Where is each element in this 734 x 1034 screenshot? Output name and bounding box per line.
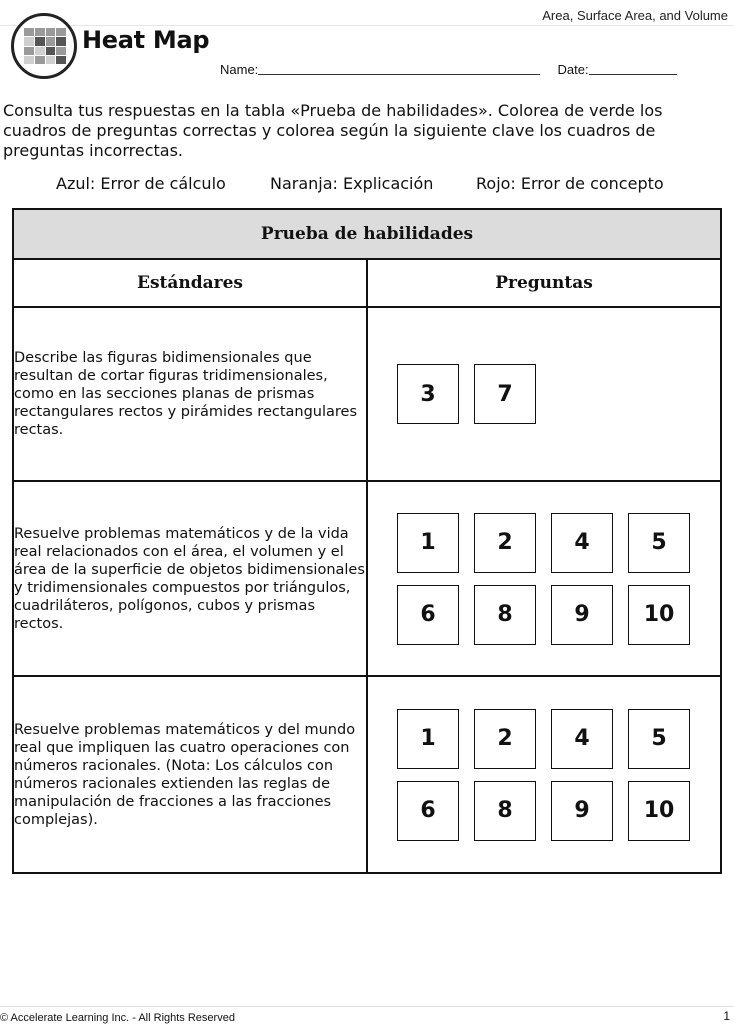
table-title: Prueba de habilidades xyxy=(13,209,721,259)
instructions: Consulta tus respuestas en la tabla «Prueba de habilidades». Colorea de verde los cuadros de preguntas correctas y colorea según la siguiente clave los cuadros de preguntas incorrectas. xyxy=(3,101,663,160)
page-number: 1 xyxy=(723,1009,730,1023)
question-box[interactable]: 2 xyxy=(474,709,536,769)
course-title: Area, Surface Area, and Volume xyxy=(542,8,728,23)
question-cell xyxy=(367,481,721,676)
standard-text: Resuelve problemas matemáticos y de la vida real relacionados con el área, el volumen y el área de la superficie de objetos bidimensionales y tridimensionales compuestos por triángulos, cuadriláteros, polígonos, cubos y prismas rectos. xyxy=(13,481,367,676)
table-row xyxy=(13,307,721,481)
question-cell xyxy=(367,307,721,481)
page-title: Heat Map xyxy=(82,26,210,54)
question-box[interactable]: 3 xyxy=(397,364,459,424)
question-box[interactable]: 8 xyxy=(474,585,536,645)
skills-table xyxy=(12,208,722,874)
question-box[interactable]: 10 xyxy=(628,585,690,645)
name-field[interactable] xyxy=(258,62,540,75)
question-box[interactable]: 9 xyxy=(551,585,613,645)
column-header-standards: Estándares xyxy=(13,259,367,307)
question-box[interactable]: 8 xyxy=(474,781,536,841)
table-row xyxy=(13,676,721,873)
question-grid xyxy=(397,709,720,841)
name-date-line xyxy=(220,62,677,77)
key-red: Rojo: Error de concepto xyxy=(476,174,664,193)
question-box[interactable]: 7 xyxy=(474,364,536,424)
name-label: Name: xyxy=(220,62,259,77)
question-box[interactable]: 5 xyxy=(628,513,690,573)
standard-text: Resuelve problemas matemáticos y del mundo real que impliquen las cuatro operaciones con números racionales. (Nota: Los cálculos con números racionales extienden las reglas de manipulación de fracciones a las fracciones complejas). xyxy=(13,676,367,873)
heat-map-logo-icon xyxy=(11,13,77,79)
standard-text: Describe las figuras bidimensionales que resultan de cortar figuras tridimensionales, como en las secciones planas de prismas rectangulares rectos y pirámides rectangulares rectas. xyxy=(13,307,367,481)
table-row xyxy=(13,481,721,676)
question-cell xyxy=(367,676,721,873)
question-box[interactable]: 1 xyxy=(397,709,459,769)
question-box[interactable]: 6 xyxy=(397,585,459,645)
question-box[interactable]: 5 xyxy=(628,709,690,769)
question-grid xyxy=(397,513,720,645)
question-box[interactable]: 4 xyxy=(551,709,613,769)
question-box[interactable]: 6 xyxy=(397,781,459,841)
question-box[interactable]: 4 xyxy=(551,513,613,573)
copyright: © Accelerate Learning Inc. - All Rights Reserved xyxy=(0,1012,235,1024)
key-blue: Azul: Error de cálculo xyxy=(56,174,226,193)
logo-grid xyxy=(24,28,66,64)
key-orange: Naranja: Explicación xyxy=(270,174,434,193)
question-grid xyxy=(397,364,720,424)
column-header-questions: Preguntas xyxy=(367,259,721,307)
date-field[interactable] xyxy=(589,62,677,75)
question-box[interactable]: 9 xyxy=(551,781,613,841)
question-box[interactable]: 1 xyxy=(397,513,459,573)
question-box[interactable]: 2 xyxy=(474,513,536,573)
footer-rule xyxy=(0,1006,734,1007)
date-label: Date: xyxy=(557,62,589,77)
question-box[interactable]: 10 xyxy=(628,781,690,841)
